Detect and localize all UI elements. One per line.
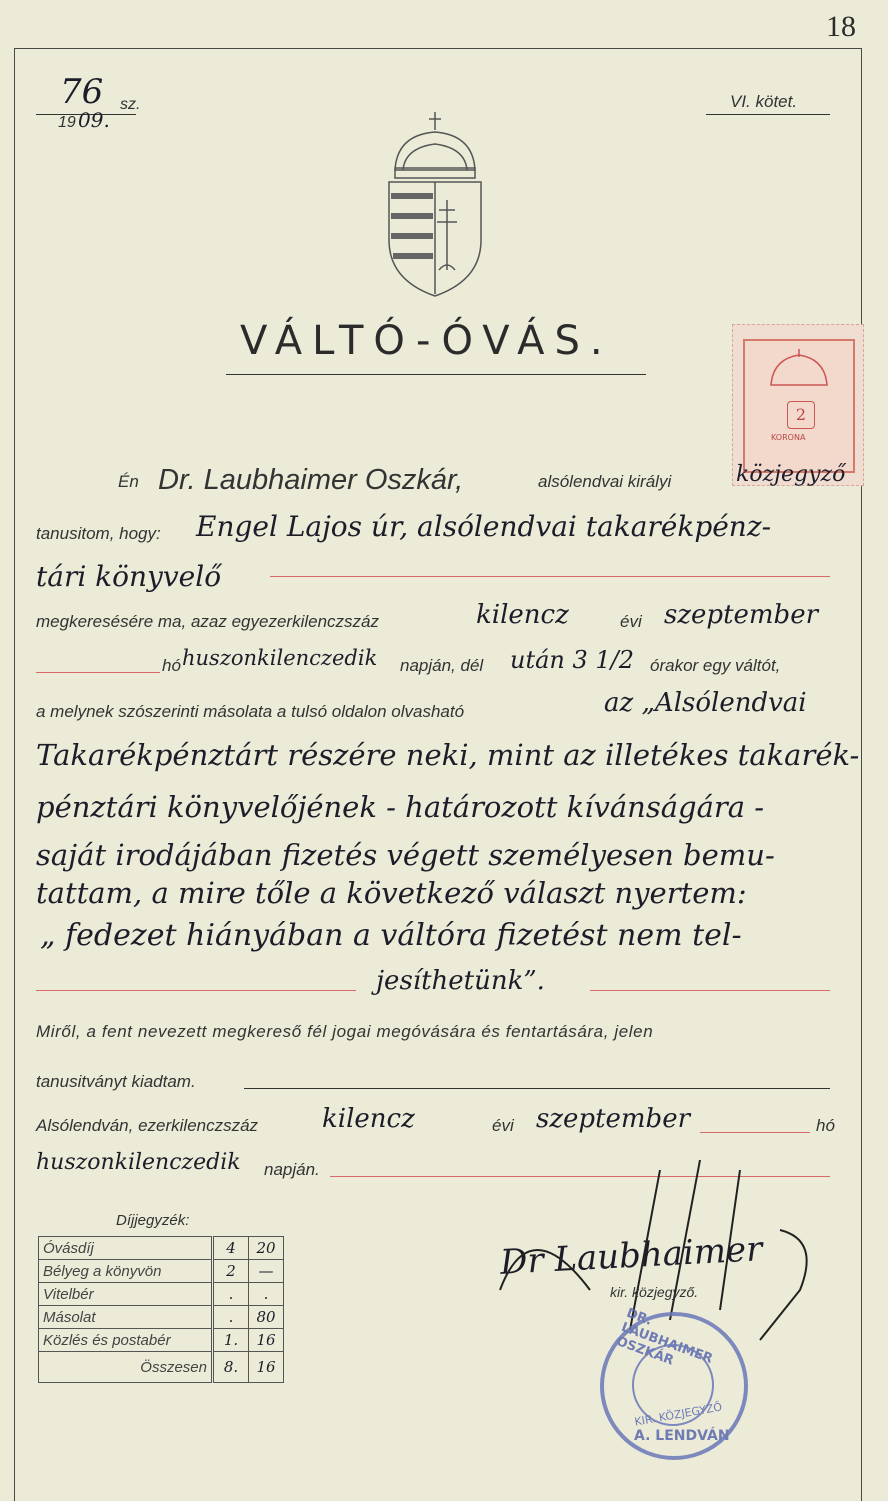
hand-konyvelo: tári könyvelő — [36, 560, 222, 593]
volume-label: VI. kötet. — [730, 92, 798, 111]
hand-line-11: „ fedezet hiányában a váltóra fizetést nem tel- — [40, 918, 742, 953]
seal-top-text: DR. LAUBHAIMER OSZKÁR — [614, 1305, 715, 1369]
table-row: Másolat . 80 — [39, 1306, 284, 1329]
page-number: 18 — [826, 10, 856, 43]
table-row-total: Összesen 8. 16 — [39, 1352, 284, 1383]
notary-name: Dr. Laubhaimer Oszkár, — [158, 464, 464, 496]
text-tanusitvanyt: tanusitványt kiadtam. — [36, 1072, 196, 1091]
hand-month-2: szeptember — [536, 1104, 691, 1134]
text-orakor: órakor egy váltót, — [650, 656, 781, 675]
hand-line-12: jesíthetünk”. — [376, 966, 545, 996]
text-ho-2: hó — [816, 1116, 835, 1135]
year-handwritten: 09. — [78, 108, 110, 132]
hand-alsolendvai: az „Alsólendvai — [604, 688, 807, 718]
text-megkeresesere: megkeresésére ma, azaz egyezerkilenczszáz — [36, 612, 379, 631]
hand-time: után 3 1/2 — [510, 646, 635, 674]
table-row: Közlés és postabér 1. 16 — [39, 1329, 284, 1352]
text-en: Én — [118, 472, 139, 491]
text-kiralyi: alsólendvai királyi — [538, 472, 672, 491]
table-row: Bélyeg a könyvön 2 — — [39, 1260, 284, 1283]
stamp-value: 2 — [787, 401, 815, 429]
seal-bottom-text: A. LENDVÁN — [634, 1428, 730, 1444]
year-prefix: 19 — [58, 114, 76, 131]
text-evi: évi — [620, 612, 642, 631]
text-mirol: Miről, a fent nevezett megkereső fél jogai megóvására és fentartására, jelen — [36, 1022, 654, 1041]
stamp-label: KORONA — [771, 433, 806, 442]
register-number-suffix: sz. — [120, 96, 141, 113]
text-alsolendvan: Alsólendván, ezerkilenczszáz — [36, 1116, 259, 1135]
fees-table — [38, 1236, 284, 1383]
hand-engel-lajos: Engel Lajos úr, alsólendvai takarékpénz- — [196, 510, 772, 543]
text-tanusitom: tanusitom, hogy: — [36, 524, 161, 543]
table-row: Óvásdíj 4 20 — [39, 1237, 284, 1260]
hand-kozjegyzo: közjegyző — [736, 462, 846, 487]
hand-day: huszonkilenczedik — [182, 646, 378, 670]
crown-icon — [765, 349, 833, 389]
text-ho: hó — [162, 656, 181, 675]
fees-title: Díjjegyzék: — [116, 1212, 190, 1229]
text-napjan-del: napján, dél — [400, 656, 484, 675]
hand-month: szeptember — [664, 600, 819, 630]
text-napjan-2: napján. — [264, 1160, 320, 1179]
text-evi-2: évi — [492, 1116, 514, 1135]
signature-caption: kir. közjegyző. — [610, 1284, 699, 1300]
hand-line-7: Takarékpénztárt részére neki, mint az illetékes takarék- — [36, 738, 860, 772]
register-number: 76 — [60, 72, 104, 112]
text-a-melynek: a melynek szószerinti másolata a tulsó oldalon olvasható — [36, 702, 465, 721]
hand-line-10: tattam, a mire tőle a következő választ nyertem: — [36, 876, 747, 910]
seal-middle-text: KIR. KÖZJEGYZŐ — [633, 1400, 724, 1429]
hand-year-word-2: kilencz — [322, 1104, 415, 1134]
table-row: Vitelbér . . — [39, 1283, 284, 1306]
hand-year-word: kilencz — [476, 600, 569, 630]
signature: Dr Laubhaimer — [499, 1229, 764, 1283]
hand-day-2: huszonkilenczedik — [36, 1150, 241, 1175]
coat-of-arms-icon — [385, 110, 485, 300]
notary-seal — [600, 1305, 748, 1460]
hand-line-9: saját irodájában fizetés végett személyesen bemu- — [36, 838, 775, 872]
document-title: VÁLTÓ-ÓVÁS. — [240, 318, 613, 364]
hand-line-8: pénztári könyvelőjének - határozott kívánságára - — [36, 790, 765, 824]
